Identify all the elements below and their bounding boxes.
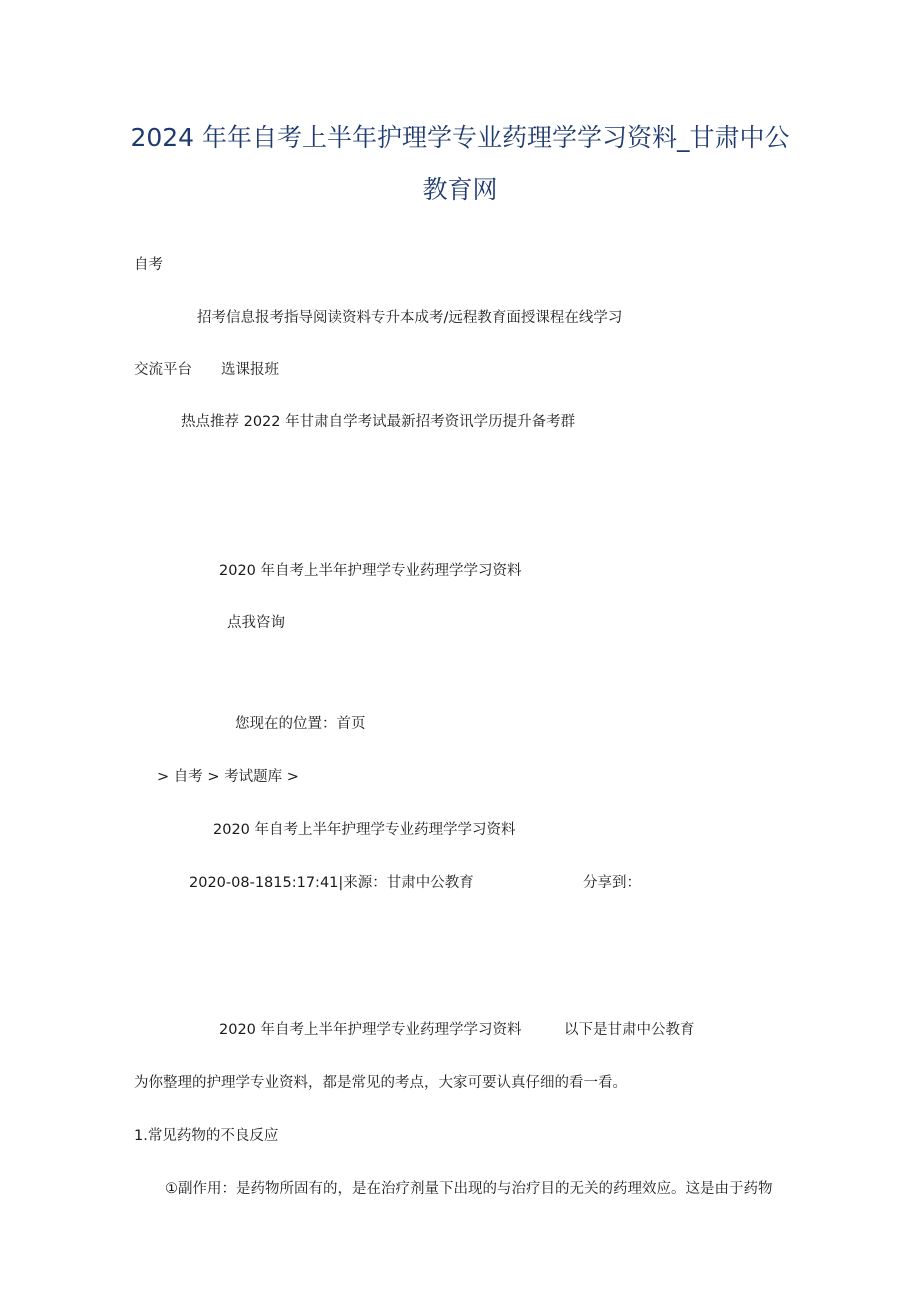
banner-headline: 2020 年自考上半年护理学专业药理学学习资料 bbox=[219, 563, 522, 579]
nav-course-link[interactable]: 选课报班 bbox=[221, 362, 279, 378]
body-paragraph: ①副作用：是药物所固有的，是在治疗剂量下出现的与治疗目的无关的药理效应。这是由于药物 bbox=[165, 1181, 773, 1197]
breadcrumb[interactable]: > 自考 > 考试题库 > bbox=[157, 769, 299, 785]
consult-link[interactable]: 点我咨询 bbox=[227, 615, 285, 631]
hot-recommendation[interactable]: 热点推荐 2022 年甘肃自学考试最新招考资讯学历提升备考群 bbox=[181, 414, 576, 430]
nav-links[interactable]: 招考信息报考指导阅读资料专升本成考/远程教育面授课程在线学习 bbox=[197, 310, 623, 326]
nav-platform-link[interactable]: 交流平台 bbox=[134, 362, 192, 378]
page-title: 2024 年年自考上半年护理学专业药理学学习资料_甘肃中公教育网 bbox=[130, 123, 790, 204]
nav-platform-row bbox=[134, 360, 279, 380]
article-intro-c: 为你整理的护理学专业资料，都是常见的考点，大家可要认真仔细的看一看。 bbox=[134, 1075, 627, 1091]
location-label: 您现在的位置：首页 bbox=[235, 716, 366, 732]
section-heading: 1.常见药物的不良反应 bbox=[134, 1128, 279, 1144]
article-intro-a: 2020 年自考上半年护理学专业药理学学习资料 bbox=[219, 1022, 522, 1038]
nav-category[interactable]: 自考 bbox=[134, 257, 163, 273]
article-intro-b: 以下是甘肃中公教育 bbox=[564, 1022, 695, 1038]
article-meta: 2020-08-1815:17:41|来源：甘肃中公教育 bbox=[189, 875, 474, 891]
share-label: 分享到： bbox=[583, 875, 641, 891]
article-title: 2020 年自考上半年护理学专业药理学学习资料 bbox=[213, 822, 516, 838]
